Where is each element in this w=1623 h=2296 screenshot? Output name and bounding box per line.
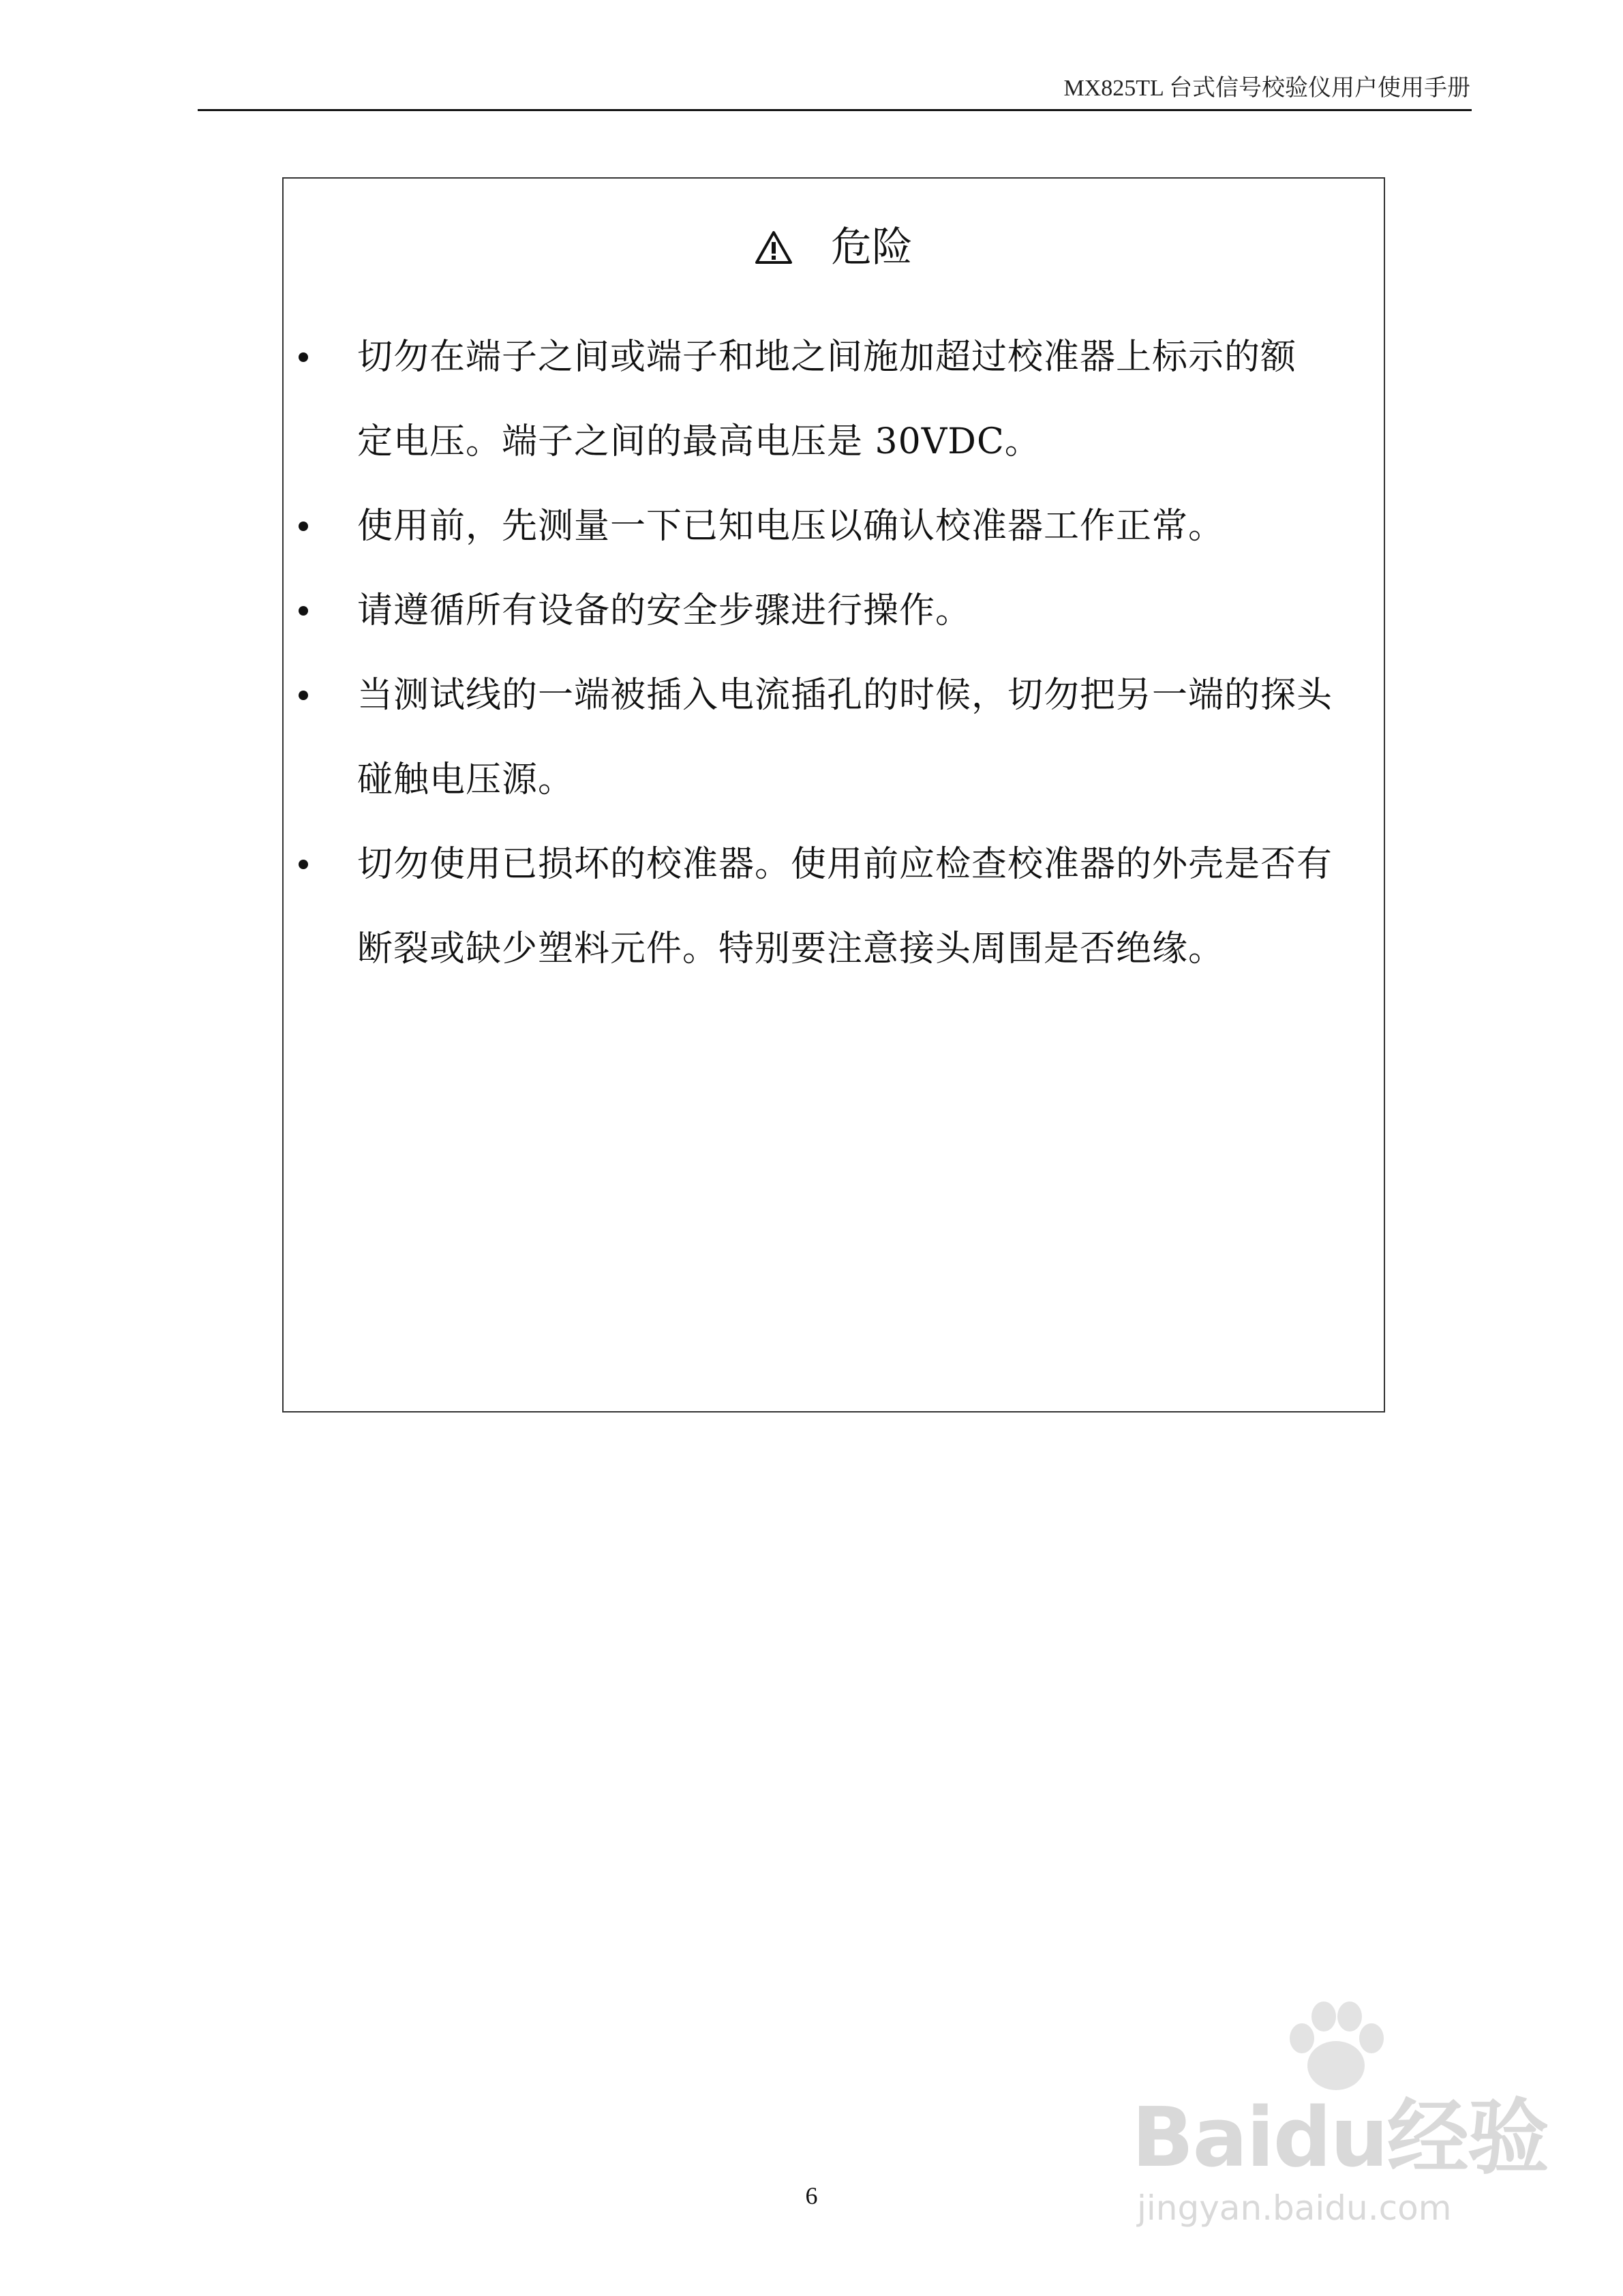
warning-triangle-icon [755,230,793,265]
list-item [284,822,1333,991]
list-item [284,315,1306,484]
list-item [284,653,1333,822]
bullet-icon [299,522,308,531]
warning-list [284,315,1333,991]
list-item-text: 使用前，先测量一下已知电压以确认校准器工作正常。 [357,506,1225,547]
bullet-icon [299,606,308,616]
baidu-jingyan-watermark [1132,1997,1548,2256]
page-number: 6 [805,2182,818,2209]
list-item-text: 请遵循所有设备的安全步骤进行操作。 [357,590,972,631]
bullet-icon [299,691,308,700]
bullet-icon [299,860,308,869]
list-item-text: 当测试线的一端被插入电流插孔的时候，切勿把另一端的探头 [357,675,1333,716]
list-item-text: 断裂或缺少塑料元件。特别要注意接头周围是否绝缘。 [357,928,1225,969]
bullet-icon [299,352,308,362]
list-item [284,484,1306,569]
list-item-text: 定电压。端子之间的最高电压是 30VDC。 [357,421,1041,462]
box-title-text: 危险 [831,224,913,271]
list-item [284,569,1306,653]
header-rule [198,109,1472,111]
box-title [284,217,1384,278]
header-title: MX825TL 台式信号校验仪用户使用手册 [1063,76,1470,101]
watermark-brand: Baidu经验 [1132,2091,1548,2186]
watermark-url: jingyan.baidu.com [1137,2188,1452,2228]
danger-warning-box [282,177,1385,1413]
list-item-text: 碰触电压源。 [357,759,575,800]
list-item-text: 切勿使用已损坏的校准器。使用前应检查校准器的外壳是否有 [357,844,1333,885]
list-item-text: 切勿在端子之间或端子和地之间施加超过校准器上标示的额 [357,337,1297,378]
